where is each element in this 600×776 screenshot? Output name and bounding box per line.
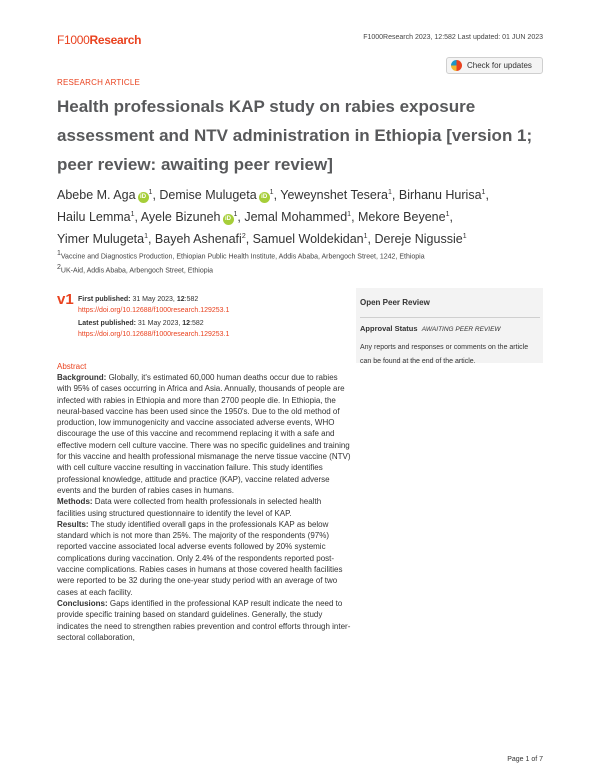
affiliation-2: $^2$UK-Aid, Addis Ababa, Arbengoch Street, Ethiopia xyxy=(57,264,214,275)
open-peer-review-title: Open Peer Review xyxy=(360,298,430,307)
author-name: Yimer Mulugeta xyxy=(57,232,145,247)
abstract-background: Background: Globally, it's estimated 60,000 human deaths occur due to rabies with 95% of cases occurring in Africa and Asia. Annually, thousands of people are infected with rabies in Ethiopia and more than 2700 people die. In Ethiopia, the neural-based vaccine has been used since the 1950's. Due to the old method of production, low immunogenicity and vaccine associated adverse events, WHO discourage the use of this vaccine and recommend replacing it with a safe and effective modern cell culture vaccine. There was no specific guidelines and training for this vaccine and health professional mismanage the nerve tissue vaccine (NTV) with cell culture vaccine resulting in vaccination failure. This study identifies professional knowledge, attitude and practice (KAP), vaccine related adverse events and the burden of rabies cases in humans. xyxy=(57,373,351,495)
divider xyxy=(360,317,540,318)
article-title: Health professionals KAP study on rabies exposure assessment and NTV administration in Ethiopia [version 1; peer review: awaiting peer review] xyxy=(57,97,533,174)
abstract-body xyxy=(57,372,351,643)
status-value: AWAITING PEER REVIEW xyxy=(421,326,501,333)
latest-published: Latest published: 31 May 2023, 12:582 https://doi.org/10.12688/f1000research.129253.1 xyxy=(78,320,230,338)
check-for-updates-label: Check for updates xyxy=(467,61,532,70)
author-name: , Mekore Beyene xyxy=(351,210,446,225)
peer-review-note: Any reports and responses or comments on the article can be found at the end of the article. xyxy=(360,344,529,365)
author-name: Hailu Lemma xyxy=(57,210,131,225)
author-list: Abebe M. Aga $iD^1$, Demise Mulugeta $iD^1$, Yeweynshet Tesera$^1$, Birhanu Hurisa$^1$, Hailu Lemma$^1$, Ayele Bizuneh $iD^1$, Jemal Mohammed$^1$, Mekore Beyene$^1$, Yimer Mulugeta$^1$, Bayeh Ashenafi$^2$, Samuel Woldekidan$^1$, Dereje Nigussie$^1$ xyxy=(57,188,489,247)
abstract-methods: Methods: Data were collected from health professionals in selected health facilities using structured questionnaire to identify the level of KAP. xyxy=(57,497,322,518)
f1000research-logo xyxy=(57,33,141,47)
logo-text-b: Research xyxy=(89,33,142,47)
affiliations xyxy=(57,248,547,277)
crossmark-icon xyxy=(451,60,462,71)
abstract-conclusions: Conclusions: Gaps identified in the professional KAP result indicate the need to provide specific training based on standard guidelines. Generally, the study indicates the need to strengthen rabies prevention and control efforts through inter-sectoral collaboration, xyxy=(57,598,351,642)
abstract-results: Results: The study identified overall gaps in the professionals KAP as below standard which is not more than 25%. The majority of the respondents (97%) reported vaccine associated local adverse events followed by 20% systemic complications during vaccination. Only 2.4% of the respondents reported post-vaccine complications. Rabies cases in humans at those covered health facilities were reported to be 32 during the one-year study period with an average of two cases at each facility. xyxy=(57,519,343,597)
first-doi-link[interactable]: https://doi.org/10.12688/f1000research.129253.1 xyxy=(78,307,230,314)
author-name: , Demise Mulugeta xyxy=(152,188,257,203)
author-name: , Yeweynshet Tesera xyxy=(273,188,388,203)
citation-meta: F1000Research 2023, 12:582 Last updated: 01 JUN 2023 xyxy=(363,34,543,41)
author-name: , Birhanu Hurisa xyxy=(391,188,482,203)
check-for-updates-button[interactable] xyxy=(446,57,543,74)
page-number: Page 1 of 7 xyxy=(507,756,543,763)
abstract-heading: Abstract xyxy=(57,362,87,371)
author-name: , Samuel Woldekidan xyxy=(245,232,364,247)
author-name: , Dereje Nigussie xyxy=(367,232,463,247)
logo-text-a: F1000 xyxy=(57,33,90,47)
affiliation-1: $^1$Vaccine and Diagnostics Production, Ethiopian Public Health Institute, Addis Ababa, Arbengoch Street, 1242, Ethiopia xyxy=(57,250,425,261)
first-published: First published: 31 May 2023, 12:582 https://doi.org/10.12688/f1000research.129253.1 xyxy=(78,296,230,314)
article-type-label: RESEARCH ARTICLE xyxy=(57,78,141,87)
orcid-icon[interactable]: iD xyxy=(259,192,270,203)
author-name: , Bayeh Ashenafi xyxy=(147,232,242,247)
author-name: , Jemal Mohammed xyxy=(237,210,348,225)
latest-doi-link[interactable]: https://doi.org/10.12688/f1000research.129253.1 xyxy=(78,331,230,338)
version-label: v1 xyxy=(57,291,74,308)
approval-status: Approval Status AWAITING PEER REVIEW xyxy=(360,324,501,333)
orcid-icon[interactable]: iD xyxy=(138,192,149,203)
author-name: Abebe M. Aga xyxy=(57,188,136,203)
author-name: , Ayele Bizuneh xyxy=(134,210,221,225)
orcid-icon[interactable]: iD xyxy=(223,214,234,225)
